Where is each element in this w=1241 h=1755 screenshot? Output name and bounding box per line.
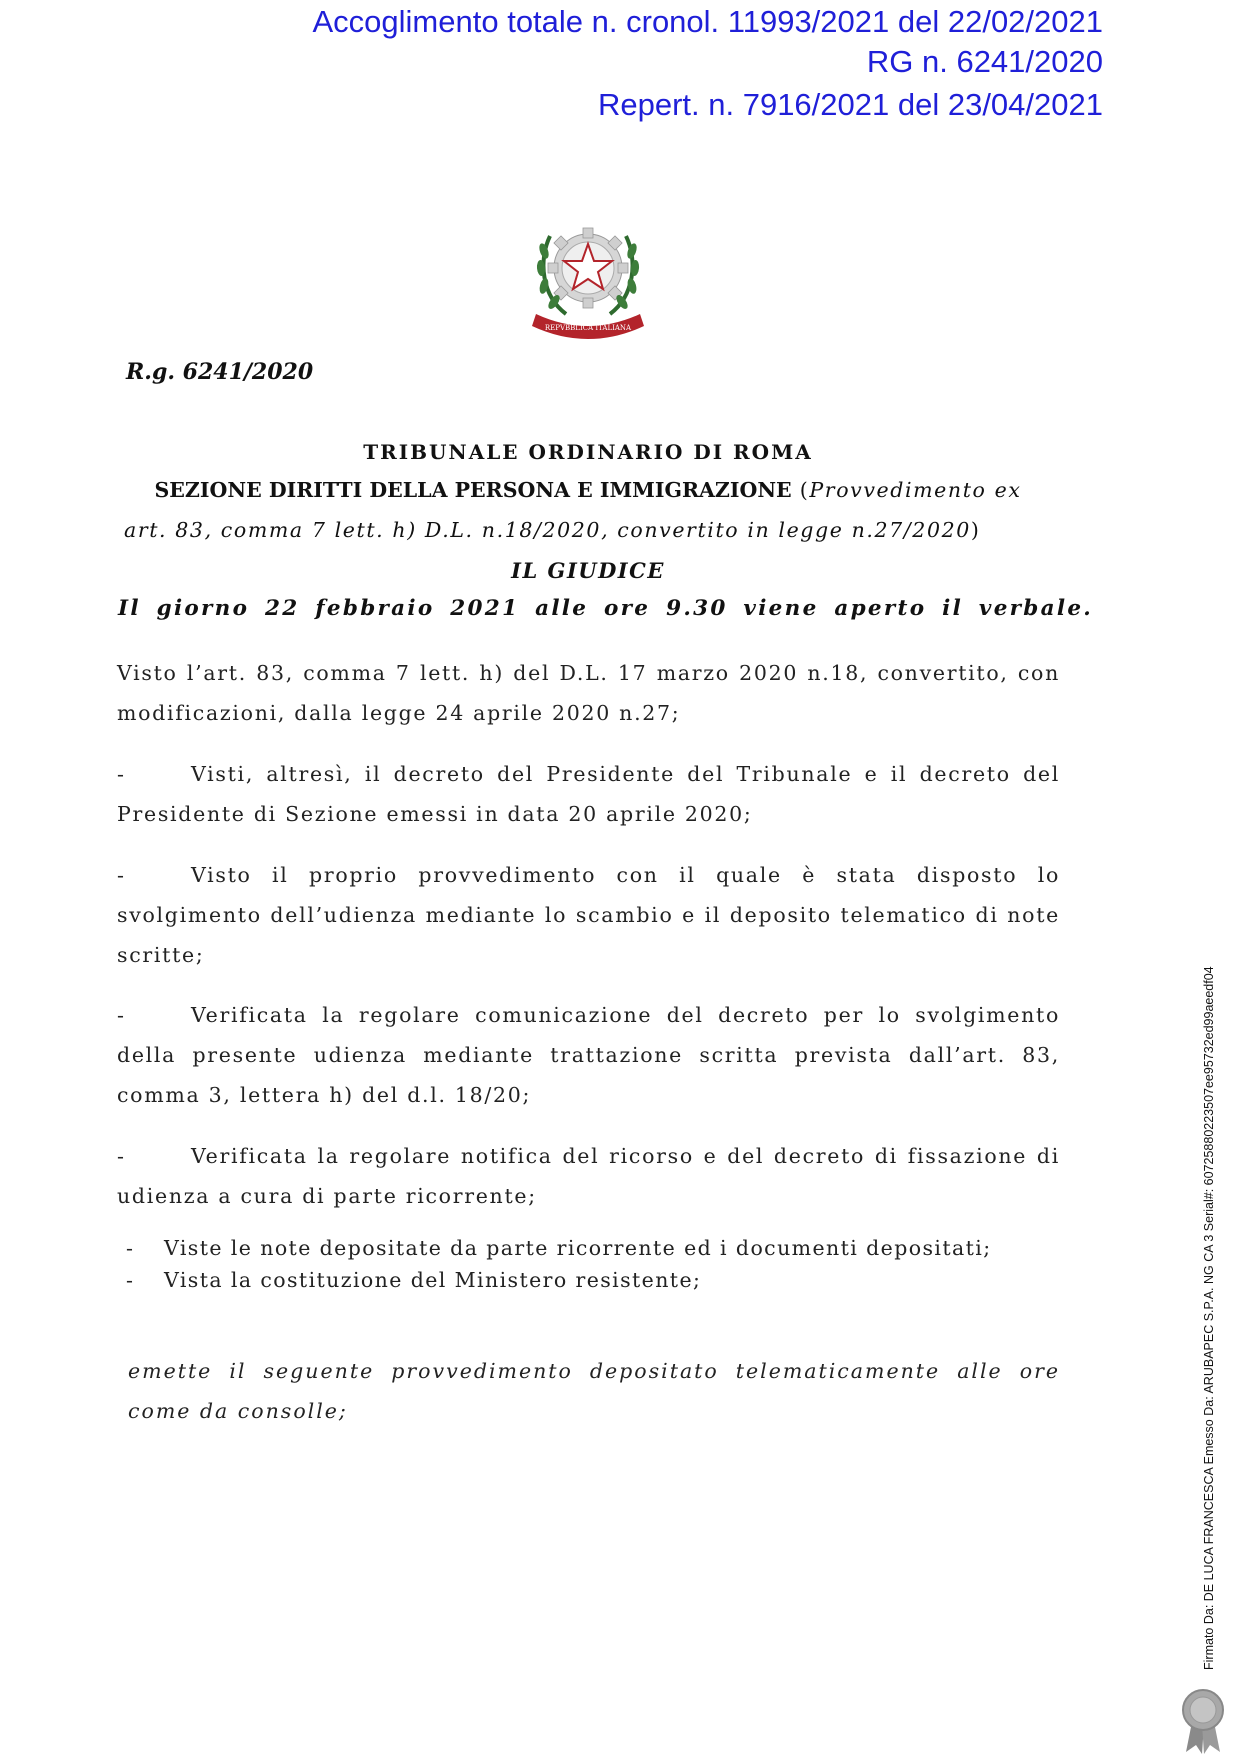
section-paren-close: ) bbox=[970, 518, 981, 542]
dash-marker: - bbox=[117, 863, 126, 887]
seal-ribbon-icon bbox=[1180, 1688, 1226, 1754]
dash-marker: - bbox=[117, 1144, 126, 1168]
section-paren-open: ( bbox=[791, 478, 810, 502]
italian-emblem-icon bbox=[528, 206, 648, 346]
header-repert: Repert. n. 7916/2021 del 23/04/2021 bbox=[597, 87, 1103, 122]
court-title: TRIBUNALE ORDINARIO DI ROMA bbox=[363, 440, 813, 464]
bullet-dash: - bbox=[126, 1236, 135, 1260]
section-name: SEZIONE DIRITTI DELLA PERSONA E IMMIGRAZIONE bbox=[154, 478, 792, 502]
section-heading bbox=[118, 478, 1058, 502]
section-reference-text: art. 83, comma 7 lett. h) D.L. n.18/2020, convertito in legge n.27/2020 bbox=[124, 518, 971, 542]
paragraph-notifica bbox=[117, 1136, 1060, 1216]
header-rg: RG n. 6241/2020 bbox=[866, 44, 1103, 79]
emblem-ribbon-text: REPVBBLICA ITALIANA bbox=[544, 324, 632, 332]
judge-heading: IL GIUDICE bbox=[511, 558, 665, 583]
paragraph-text: Verificata la regolare notifica del ricorso e del decreto di fissazione di udienza a cura di parte ricorrente; bbox=[117, 1144, 1060, 1208]
list-item-note bbox=[126, 1236, 992, 1260]
list-item-text: Vista la costituzione del Ministero resistente; bbox=[164, 1268, 702, 1292]
paragraph-visti-altresi bbox=[117, 754, 1060, 834]
header-cronol: Accoglimento totale n. cronol. 11993/2021 del 22/02/2021 bbox=[312, 4, 1103, 39]
closing-statement: emette il seguente provvedimento depositato telematicamente alle ore come da consolle; bbox=[128, 1359, 1060, 1423]
hearing-date-line: Il giorno 22 febbraio 2021 alle ore 9.30 viene aperto il verbale. bbox=[118, 596, 1094, 621]
paragraph-text: Visto il proprio provvedimento con il quale è stata disposto lo svolgimento dell’udienza mediante lo scambio e il deposito telematico di note scritte; bbox=[117, 863, 1060, 967]
bullet-dash: - bbox=[126, 1268, 135, 1292]
list-item-text: Viste le note depositate da parte ricorrente ed i documenti depositati; bbox=[164, 1236, 992, 1260]
paragraph-visto: Visto l’art. 83, comma 7 lett. h) del D.L. 17 marzo 2020 n.18, convertito, con modificazioni, dalla legge 24 aprile 2020 n.27; bbox=[117, 661, 1060, 725]
dash-marker: - bbox=[117, 762, 126, 786]
list-item-costituzione bbox=[126, 1268, 701, 1292]
rg-number: R.g. 6241/2020 bbox=[126, 359, 314, 385]
paragraph-comunicazione bbox=[117, 995, 1060, 1115]
digital-signature-note: Firmato Da: DE LUCA FRANCESCA Emesso Da: ARUBAPEC S.P.A. NG CA 3 Serial#: 60725880223507ee95732ed99aeedf04 bbox=[1202, 966, 1216, 1670]
paragraph-text: Visti, altresì, il decreto del Presidente del Tribunale e il decreto del Presidente di Sezione emessi in data 20 aprile 2020; bbox=[117, 762, 1060, 826]
section-provvedimento: Provvedimento ex bbox=[809, 478, 1022, 502]
dash-marker: - bbox=[117, 1003, 126, 1027]
paragraph-provvedimento bbox=[117, 855, 1060, 975]
paragraph-text: Verificata la regolare comunicazione del decreto per lo svolgimento della presente udienza mediante trattazione scritta prevista dall’art. 83, comma 3, lettera h) del d.l. 18/20; bbox=[117, 1003, 1060, 1107]
section-reference bbox=[124, 518, 980, 542]
